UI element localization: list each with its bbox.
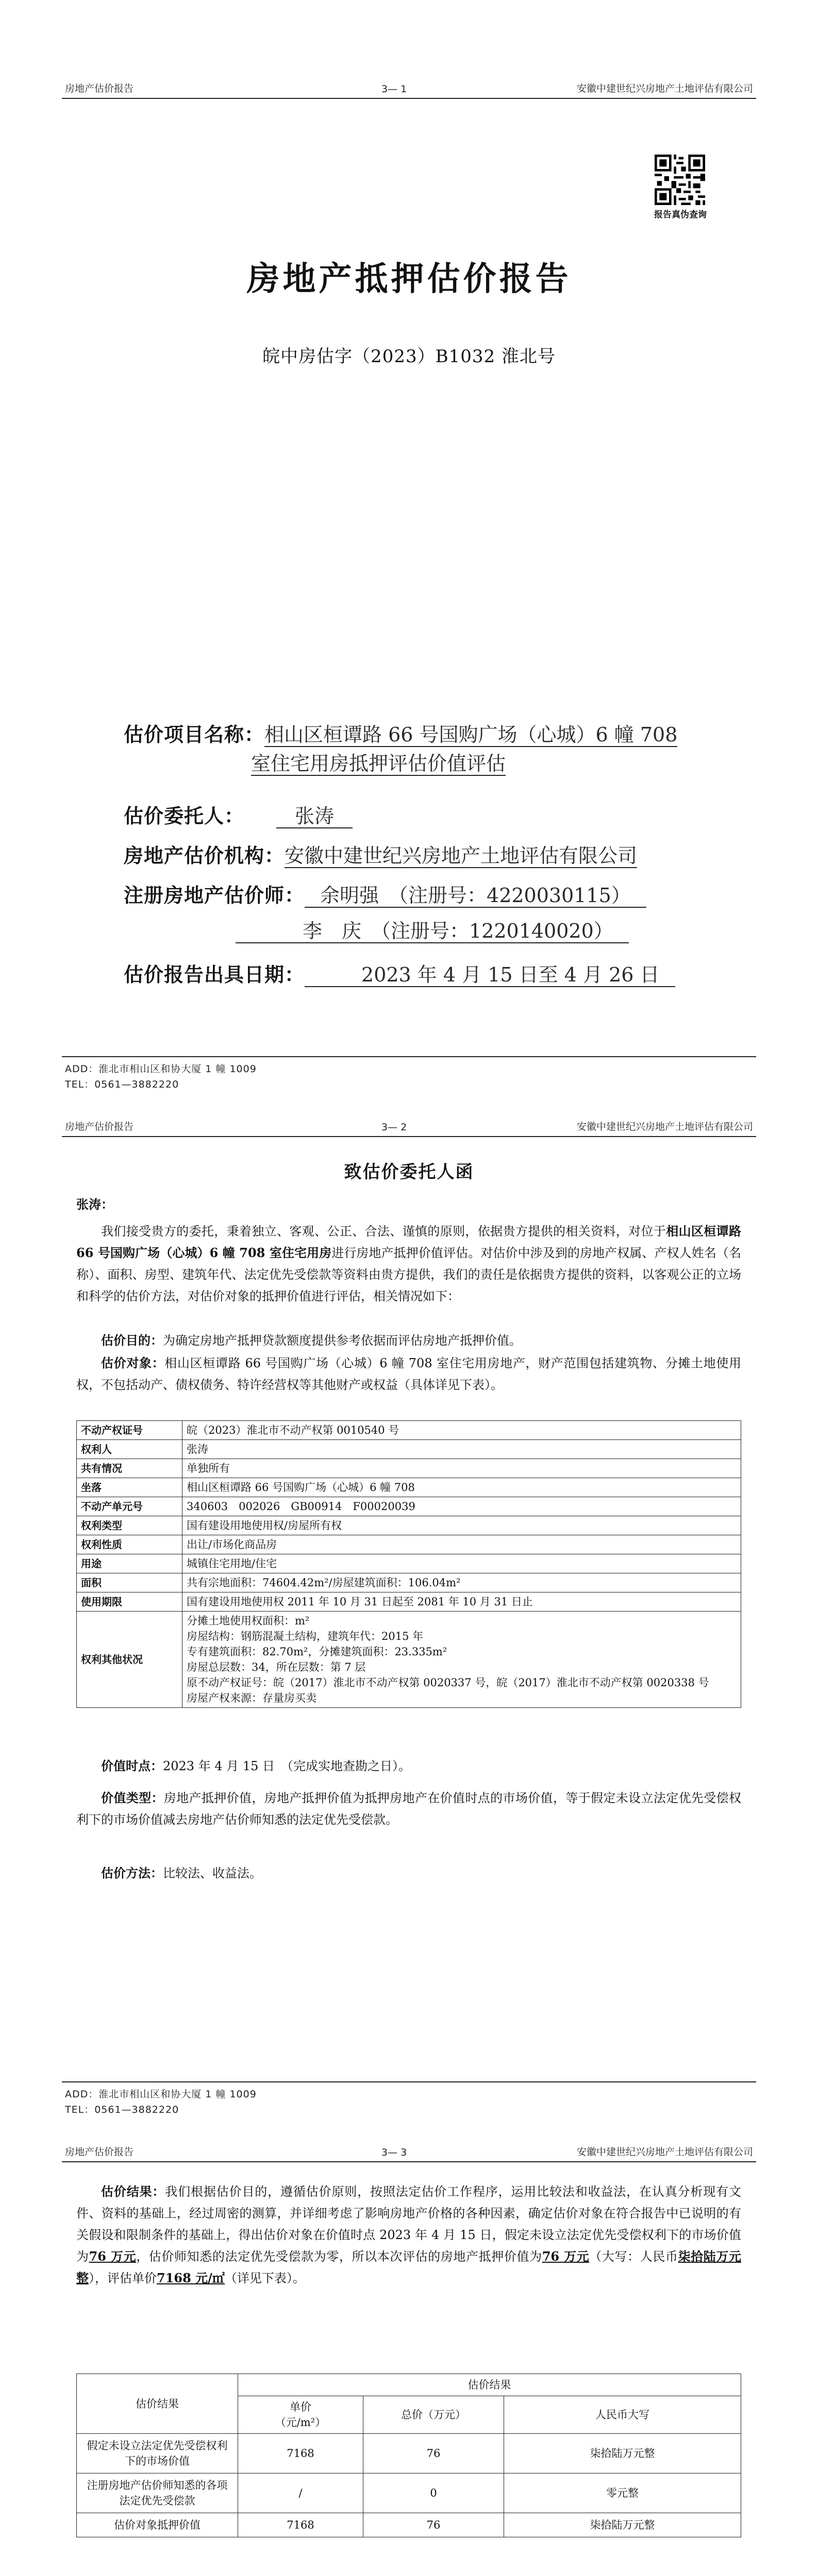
registration-key: 使用期限 [77, 1592, 182, 1612]
object-label: 估价对象： [101, 1355, 165, 1370]
property-registration-table [76, 1420, 741, 1708]
result-label: 估价结果： [101, 2184, 165, 2199]
registration-key: 不动产权证号 [77, 1421, 182, 1440]
col-total: 总价（万元） [363, 2396, 504, 2434]
registration-value-line: 340603 002026 GB00914 F00020039 [187, 1500, 415, 1513]
page-footer [62, 2081, 756, 2117]
appraiser-2: 李 庆 （注册号：1220140020） [236, 920, 629, 943]
registration-row [77, 1459, 741, 1478]
registration-key: 面积 [77, 1573, 182, 1592]
result-head-left: 估价结果 [77, 2374, 238, 2434]
result-cell-total: 76 [363, 2513, 504, 2537]
mortgage-value: 76 万元 [542, 2249, 590, 2264]
registration-key: 权利性质 [77, 1535, 182, 1554]
registration-value [182, 1421, 741, 1440]
result-paragraph [76, 2181, 741, 2289]
qr-caption: 报告真伪查询 [654, 210, 707, 220]
valuation-result-table [76, 2374, 741, 2537]
result-text-a: 我们根据估价目的，遵循估价原则，按照法定估价工作程序，运用比较法和收益法，在认真分析现有文件、资料的基础上，经过周密的测算，并详细考虑了影响房地产价格的各种因素，确定估价对象在符合报告中已说明的有关假设和限制条件的基础上，得出估价对象在价值时点 2023 年 4 月 15 日，假定未设立法定优先受偿权利下的市场价值为 [76, 2184, 742, 2264]
registration-value-line: 国有建设用地使用权/房屋所有权 [187, 1519, 342, 1532]
page-header [62, 77, 756, 99]
registration-row [77, 1554, 741, 1573]
object-paragraph [76, 1352, 741, 1396]
registration-value-line: 国有建设用地使用权 2011 年 10 月 31 日起至 2081 年 10 月 31 日止 [187, 1596, 533, 1608]
registration-value [182, 1478, 741, 1497]
page-header [62, 2141, 756, 2162]
registration-value [182, 1497, 741, 1516]
appraiser-label: 注册房地产估价师： [124, 884, 305, 907]
footer-address: ADD：淮北市相山区和协大厦 1 幢 1009 [65, 2089, 257, 2100]
qr-code[interactable] [655, 155, 705, 205]
result-cell-name: 估价对象抵押价值 [77, 2513, 238, 2537]
method-label: 估价方法： [101, 1866, 163, 1880]
col-capital: 人民币大写 [504, 2396, 741, 2434]
result-head-right: 估价结果 [238, 2374, 741, 2396]
appraiser-row2 [303, 919, 629, 943]
qr-code-icon [655, 155, 705, 205]
purpose-text: 为确定房地产抵押贷款额度提供参考依据而评估房地产抵押价值。 [163, 1333, 522, 1348]
registration-value-line: 城镇住宅用地/住宅 [187, 1557, 277, 1570]
date-label: 估价报告出具日期： [124, 963, 305, 986]
registration-key: 不动产单元号 [77, 1497, 182, 1516]
header-page-number: 3— 3 [381, 2147, 407, 2158]
date-value: 2023 年 4 月 15 日至 4 月 26 日 [305, 963, 675, 987]
registration-key: 用途 [77, 1554, 182, 1573]
footer-tel: TEL：0561—3882220 [65, 1079, 179, 1090]
result-text-g: ），评估单价 [89, 2271, 157, 2285]
appraiser-row [124, 879, 646, 908]
col-unit-price: 单价 （元/m²） [238, 2396, 363, 2434]
result-row [77, 2513, 741, 2537]
project-name-row2 [251, 752, 506, 776]
registration-value [182, 1535, 741, 1554]
result-row [77, 2473, 741, 2513]
header-right: 安徽中建世纪兴房地产土地评估有限公司 [576, 2146, 753, 2158]
client-label: 估价委托人： [124, 804, 245, 827]
purpose-label: 估价目的： [101, 1333, 163, 1348]
header-page-number: 3— 1 [381, 83, 407, 95]
value-time-label: 价值时点： [101, 1758, 163, 1773]
registration-table-body [77, 1421, 741, 1708]
unit-price: 7168 元/㎡ [157, 2270, 225, 2285]
result-cell-name: 注册房地产估价师知悉的各项法定优先受偿款 [77, 2473, 238, 2513]
registration-value-line: 房屋产权来源：存量房买卖 [187, 1692, 316, 1704]
registration-value-line: 单独所有 [187, 1462, 230, 1475]
registration-value-line: 相山区桓谭路 66 号国购广场（心城）6 幢 708 [187, 1481, 415, 1494]
registration-value-line: 房屋总层数：34，所在层数：第 7 层 [187, 1661, 366, 1673]
letter-page [0, 1095, 818, 2141]
result-cell-cap: 柒拾陆万元整 [504, 2434, 741, 2473]
para1-c: 进行房地产抵押价值评估。对估价中涉及到的房地产权属、产权人姓名（名称）、面积、房型、建筑年代、法定优先受偿款等资料由贵方提供，我们的责任是依据贵方提供的资料，以客观公正的立场和科学的估价方法，对估价对象的抵押价值进行评估，相关情况如下： [76, 1246, 741, 1303]
registration-row [77, 1440, 741, 1459]
registration-value-line: 共有宗地面积：74604.42m²/房屋建筑面积：106.04m² [187, 1577, 461, 1589]
result-cell-unit: 7168 [238, 2434, 363, 2473]
registration-value-line: 专有建筑面积：82.70m²，分摊建筑面积：23.335m² [187, 1646, 447, 1658]
page-header [62, 1115, 756, 1137]
registration-value [182, 1592, 741, 1612]
registration-value [182, 1573, 741, 1592]
letter-salutation [76, 1194, 741, 1215]
value-type-text: 房地产抵押价值，房地产抵押价值为抵押房地产在价值时点的市场价值，等于假定未设立法定优先受偿权利下的市场价值减去房地产估价师知悉的法定优先受偿款。 [76, 1791, 742, 1827]
header-left: 房地产估价报告 [65, 2146, 134, 2158]
method-paragraph [76, 1862, 741, 1884]
market-value: 76 万元 [89, 2249, 137, 2264]
registration-row [77, 1573, 741, 1592]
registration-key: 共有情况 [77, 1459, 182, 1478]
method-text: 比较法、收益法。 [163, 1866, 262, 1880]
registration-row [77, 1592, 741, 1612]
result-cell-cap: 柒拾陆万元整 [504, 2513, 741, 2537]
registration-value-line: 皖（2023）淮北市不动产权第 0010540 号 [187, 1424, 399, 1436]
cover-page [0, 0, 818, 1095]
registration-key: 权利其他状况 [77, 1612, 182, 1708]
header-page-number: 3— 2 [381, 1122, 407, 1133]
letter-paragraph-1 [76, 1221, 741, 1307]
registration-value-line: 分摊土地使用权面积：m² [187, 1615, 310, 1627]
registration-row [77, 1535, 741, 1554]
result-cell-name: 假定未设立法定优先受偿权利下的市场价值 [77, 2434, 238, 2473]
client-row [124, 800, 353, 828]
letter-title: 致估价委托人函 [344, 1162, 474, 1182]
date-row [124, 959, 675, 987]
para1-a: 我们接受贵方的委托，秉着独立、客观、公正、合法、谨慎的原则，依据贵方提供的相关资料，对位于 [101, 1224, 666, 1239]
footer-address: ADD：淮北市相山区和协大厦 1 幢 1009 [65, 1063, 257, 1075]
registration-value-line: 房屋结构：钢筋混凝土结构，建筑年代：2015 年 [187, 1630, 424, 1642]
registration-row [77, 1497, 741, 1516]
header-left: 房地产估价报告 [65, 1121, 134, 1132]
agency-row [124, 840, 637, 868]
result-cell-total: 0 [363, 2473, 504, 2513]
result-cell-unit: 7168 [238, 2513, 363, 2537]
project-name-label: 估价项目名称： [124, 723, 265, 746]
project-name-row [124, 719, 677, 747]
report-title: 房地产抵押估价报告 [246, 260, 572, 298]
value-type-label: 价值类型： [101, 1790, 164, 1805]
header-left: 房地产估价报告 [65, 83, 134, 94]
registration-value [182, 1440, 741, 1459]
agency-value: 安徽中建世纪兴房地产土地评估有限公司 [285, 844, 638, 867]
value-time-text: 2023 年 4 月 15 日 （完成实地查勘之日）。 [163, 1759, 411, 1773]
project-name-line2: 室住宅用房抵押评估价值评估 [251, 752, 506, 775]
header-right: 安徽中建世纪兴房地产土地评估有限公司 [576, 1121, 753, 1132]
registration-value [182, 1516, 741, 1535]
registration-row [77, 1516, 741, 1535]
result-row [77, 2434, 741, 2473]
value-time-paragraph [76, 1755, 741, 1777]
result-cell-total: 76 [363, 2434, 504, 2473]
registration-value [182, 1612, 741, 1708]
registration-value-line: 原不动产权证号：皖（2017）淮北市不动产权第 0020337 号，皖（2017）淮北市不动产权第 0020338 号 [187, 1676, 709, 1689]
registration-value [182, 1459, 741, 1478]
registration-key: 坐落 [77, 1478, 182, 1497]
result-cell-unit: / [238, 2473, 363, 2513]
mortgage-value-capital: 柒拾陆万元整 [76, 2249, 741, 2285]
result-cell-cap: 零元整 [504, 2473, 741, 2513]
purpose-paragraph [76, 1330, 741, 1351]
object-text: 相山区桓谭路 66 号国购广场（心城）6 幢 708 室住宅用房地产，财产范围包括建筑物、分摊土地使用权，不包括动产、债权债务、特许经营权等其他财产或权益（具体详见下表）。 [76, 1356, 742, 1392]
para1-address: 相山区桓谭路 66 号国购广场（心城）6 幢 708 室住宅用房 [76, 1224, 742, 1260]
result-page [0, 2141, 818, 2576]
salutation: 张涛： [76, 1197, 113, 1212]
registration-row [77, 1421, 741, 1440]
registration-value-line: 出让/市场化商品房 [187, 1538, 277, 1551]
registration-key: 权利类型 [77, 1516, 182, 1535]
result-text-e: （大写：人民币 [589, 2249, 678, 2264]
report-number: 皖中房估字（2023）B1032 淮北号 [262, 346, 556, 367]
project-name-line1: 相山区桓谭路 66 号国购广场（心城）6 幢 708 [264, 723, 678, 746]
footer-tel: TEL：0561—3882220 [65, 2104, 179, 2115]
header-right: 安徽中建世纪兴房地产土地评估有限公司 [576, 83, 753, 94]
registration-value [182, 1554, 741, 1573]
result-text-c: ，估价师知悉的法定优先受偿款为零，所以本次评估的房地产抵押价值为 [136, 2249, 542, 2264]
agency-label: 房地产估价机构： [124, 844, 285, 867]
client-value: 张涛 [276, 805, 353, 828]
result-text-i: （详见下表）。 [224, 2271, 305, 2285]
appraiser-1: 余明强 （注册号：4220030115） [305, 884, 646, 908]
registration-row [77, 1612, 741, 1708]
registration-row [77, 1478, 741, 1497]
result-table-body [77, 2434, 741, 2537]
registration-value-line: 张涛 [187, 1443, 208, 1455]
registration-key: 权利人 [77, 1440, 182, 1459]
value-type-paragraph [76, 1787, 741, 1831]
page-footer [62, 1056, 756, 1092]
